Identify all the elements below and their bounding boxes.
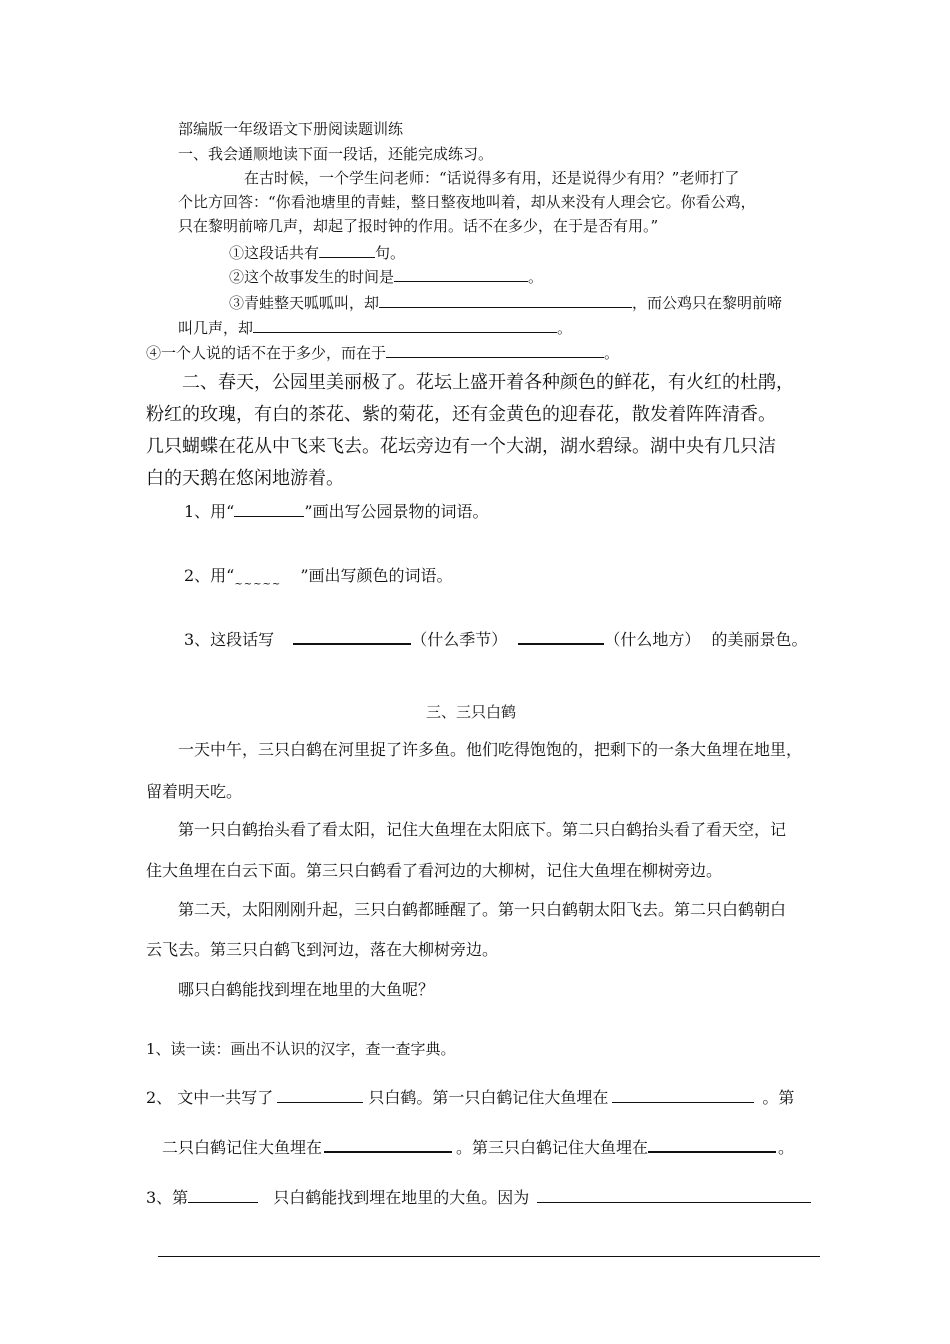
page-title: 部编版一年级语文下册阅读题训练 <box>178 120 404 138</box>
section2-question-3 <box>184 630 808 649</box>
section1-passage-line: 在古时候，一个学生问老师：“话说得多有用，还是说得少有用？”老师打了 <box>244 169 740 187</box>
question-text: ③青蛙整天呱呱叫，却 <box>229 294 380 312</box>
question-text: 叫几声，却 <box>178 319 254 337</box>
wavy-line-sample: ~~~~~ <box>234 579 282 590</box>
section3-question-2 <box>146 1088 794 1107</box>
section3-passage-line: 一天中午，三只白鹤在河里捉了许多鱼。他们吃得饱饱的，把剩下的一条大鱼埋在地里， <box>178 740 803 759</box>
question-text: 1、用“ <box>184 502 235 521</box>
straight-line-sample <box>234 515 304 517</box>
answer-line[interactable] <box>158 1256 820 1257</box>
section1-heading: 一、我会通顺地读下面一段话，还能完成练习。 <box>178 145 494 163</box>
question-text: 。第 <box>762 1088 795 1107</box>
section1-question-3 <box>229 294 782 312</box>
question-text: 的美丽景色。 <box>711 630 808 649</box>
answer-blank[interactable] <box>293 642 411 645</box>
answer-blank[interactable] <box>648 1150 776 1153</box>
question-text: 3、这段话写 <box>184 630 275 649</box>
section2-passage-line: 几只蝴蝶在花从中飞来飞去。花坛旁边有一个大湖，湖水碧绿。湖中央有几只洁 <box>146 436 776 457</box>
section2-question-2 <box>184 566 453 591</box>
question-text: 2、 文中一共写了 <box>146 1088 274 1107</box>
section1-question-3-cont <box>178 319 572 337</box>
question-text: 二只白鹤记住大鱼埋在 <box>162 1138 323 1157</box>
section3-passage-line: 云飞去。第三只白鹤飞到河边，落在大柳树旁边。 <box>146 940 499 959</box>
question-text: （什么季节） <box>411 630 508 649</box>
answer-blank[interactable] <box>253 331 557 333</box>
answer-blank[interactable] <box>324 1150 452 1153</box>
question-text: 3、第 <box>146 1188 189 1207</box>
section3-question-3 <box>146 1188 811 1207</box>
answer-blank[interactable] <box>277 1101 363 1103</box>
question-text: 句。 <box>375 244 406 262</box>
section3-question-2-cont <box>162 1138 794 1157</box>
question-text: 。 <box>557 319 573 337</box>
answer-blank[interactable] <box>612 1101 754 1103</box>
question-text: ①这段话共有 <box>229 244 320 262</box>
section1-question-1 <box>229 244 405 262</box>
answer-blank[interactable] <box>379 306 632 308</box>
question-text: 。第三只白鹤记住大鱼埋在 <box>456 1138 649 1157</box>
section2-question-1 <box>184 502 489 521</box>
section1-passage-line: 只在黎明前啼几声，却起了报时钟的作用。话不在多少，在于是否有用。” <box>178 217 659 235</box>
section3-heading: 三、三只白鹤 <box>426 703 517 721</box>
answer-blank[interactable] <box>537 1201 811 1203</box>
section3-passage-line: 第二天，太阳刚刚升起，三只白鹤都睡醒了。第一只白鹤朝太阳飞去。第二只白鹤朝白 <box>178 900 787 919</box>
answer-blank[interactable] <box>394 280 528 282</box>
section3-question-1: 1、读一读：画出不认识的汉字，查一查字典。 <box>146 1040 456 1058</box>
section3-passage-line: 住大鱼埋在白云下面。第三只白鹤看了看河边的大柳树，记住大鱼埋在柳树旁边。 <box>146 861 723 880</box>
question-text: 只白鹤能找到埋在地里的大鱼。因为 <box>268 1188 530 1207</box>
question-text: 2、用“ <box>184 566 235 585</box>
answer-blank[interactable] <box>319 256 375 258</box>
section2-passage-line: 粉红的玫瑰，有白的茶花、紫的菊花，还有金黄色的迎春花，散发着阵阵清香。 <box>146 404 776 425</box>
section2-passage-line: 二、春天，公园里美丽极了。花坛上盛开着各种颜色的鲜花，有火红的杜鹃， <box>182 372 794 393</box>
question-text: 。 <box>604 344 620 362</box>
question-text: （什么地方） <box>604 630 701 649</box>
question-text: ”画出写公园景物的词语。 <box>304 502 489 521</box>
answer-blank[interactable] <box>386 356 604 358</box>
question-text: 。 <box>778 1138 795 1157</box>
section1-passage-line: 个比方回答：“你看池塘里的青蛙，整日整夜地叫着，却从来没有人理会它。你看公鸡， <box>178 193 756 211</box>
question-text: ④一个人说的话不在于多少，而在于 <box>146 344 387 362</box>
question-text: 只白鹤。第一只白鹤记住大鱼埋在 <box>363 1088 609 1107</box>
question-text: ②这个故事发生的时间是 <box>229 268 395 286</box>
answer-blank[interactable] <box>188 1201 258 1203</box>
section2-passage-line: 白的天鹅在悠闲地游着。 <box>146 468 344 489</box>
question-text: ，而公鸡只在黎明前啼 <box>632 294 783 312</box>
section3-passage-line: 第一只白鹤抬头看了看太阳，记住大鱼埋在太阳底下。第二只白鹤抬头看了看天空，记 <box>178 820 787 839</box>
section1-question-2 <box>229 268 543 286</box>
section1-question-4 <box>146 344 619 362</box>
question-text: ”画出写颜色的词语。 <box>300 566 453 585</box>
answer-blank[interactable] <box>518 642 604 645</box>
section3-passage-line: 哪只白鹤能找到埋在地里的大鱼呢？ <box>178 980 435 999</box>
section3-passage-line: 留着明天吃。 <box>146 782 243 801</box>
question-text: 。 <box>528 268 544 286</box>
